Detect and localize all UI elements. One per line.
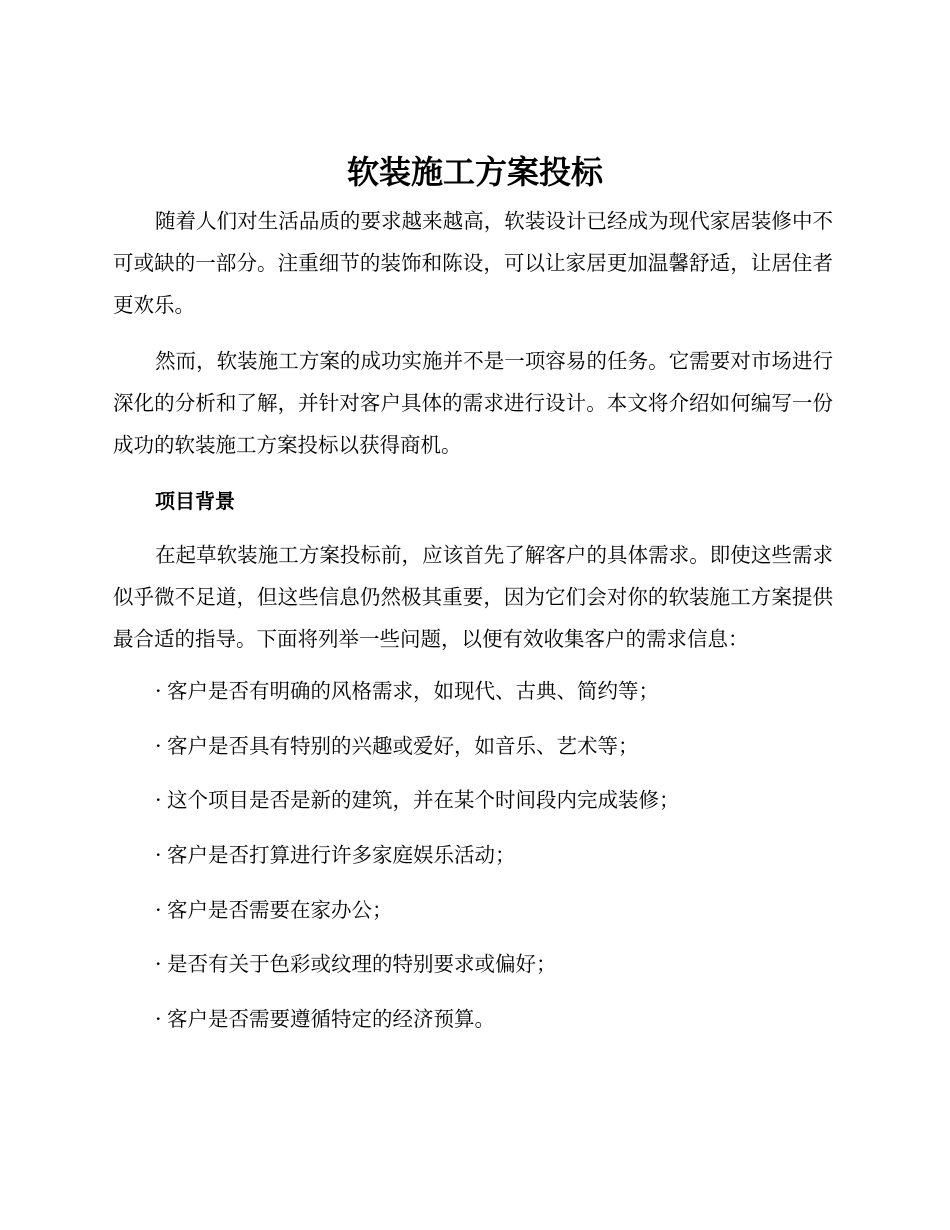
list-item <box>155 893 833 927</box>
bullet-icon: · <box>155 733 162 758</box>
bullet-icon: · <box>155 843 162 868</box>
bullet-icon: · <box>155 788 162 813</box>
section-heading: 项目背景 <box>155 489 235 513</box>
bullet-icon: · <box>155 897 162 922</box>
list-item-text: 客户是否需要遵循特定的经济预算。 <box>167 1007 495 1032</box>
list-item-text: 客户是否打算进行许多家庭娱乐活动； <box>167 843 516 868</box>
list-item <box>155 838 833 872</box>
list-item-text: 客户是否有明确的风格需求，如现代、古典、简约等； <box>167 679 659 703</box>
list-item <box>155 783 833 817</box>
section-paragraph: 在起草软装施工方案投标前，应该首先了解客户的具体需求。即使这些需求似乎微不足道，但这些信息仍然极其重要，因为它们会对你的软装施工方案提供最合适的指导。下面将列举一些问题，以便有效收集客户的需求信息： <box>113 543 833 651</box>
bullet-icon: · <box>155 1007 162 1032</box>
second-paragraph: 然而，软装施工方案的成功实施并不是一项容易的任务。它需要对市场进行深化的分析和了解，并针对客户具体的需求进行设计。本文将介绍如何编写一份成功的软装施工方案投标以获得商机。 <box>113 349 833 457</box>
list-item <box>155 1002 833 1036</box>
list-item-text: 客户是否需要在家办公； <box>167 897 393 922</box>
bullet-icon: · <box>155 679 162 703</box>
bullet-icon: · <box>155 952 162 977</box>
requirements-list <box>113 674 833 1036</box>
document-body <box>113 200 833 1057</box>
list-item-text: 这个项目是否是新的建筑，并在某个时间段内完成装修； <box>167 788 680 813</box>
list-item <box>155 674 833 708</box>
list-item-text: 客户是否具有特别的兴趣或爱好，如音乐、艺术等； <box>167 733 639 758</box>
list-item <box>155 729 833 763</box>
list-item-text: 是否有关于色彩或纹理的特别要求或偏好； <box>167 952 557 977</box>
document-title: 软装施工方案投标 <box>346 153 603 191</box>
list-item <box>155 947 833 981</box>
intro-paragraph: 随着人们对生活品质的要求越来越高，软装设计已经成为现代家居装修中不可或缺的一部分。注重细节的装饰和陈设，可以让家居更加温馨舒适，让居住者更欢乐。 <box>113 209 833 317</box>
